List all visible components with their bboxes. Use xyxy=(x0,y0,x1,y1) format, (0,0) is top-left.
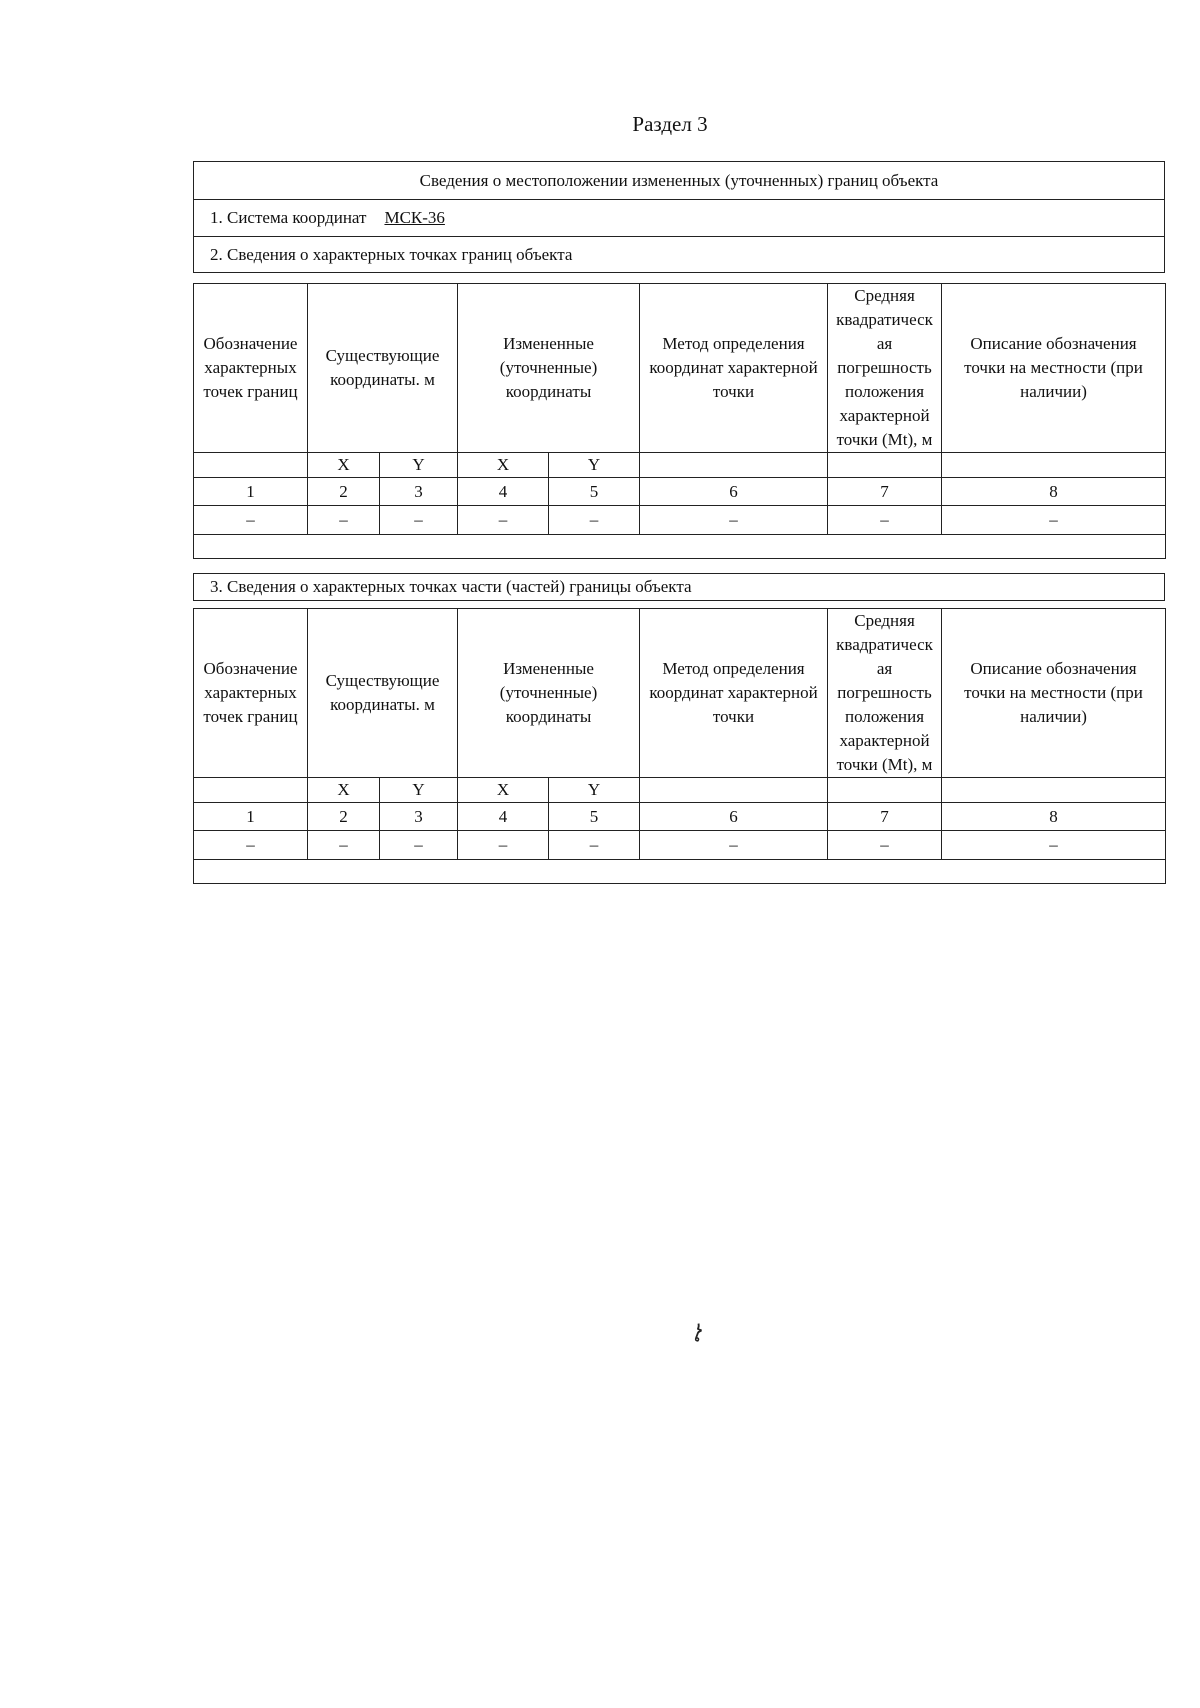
coord-system-value: МСК-36 xyxy=(384,208,445,227)
column-number: 2 xyxy=(308,803,380,831)
header-existing-coords: Существующие координаты. м xyxy=(308,609,458,778)
column-number: 1 xyxy=(194,478,308,506)
header-method: Метод определения координат характерной точки xyxy=(640,284,828,453)
column-number: 4 xyxy=(458,803,549,831)
xy-cell: X xyxy=(458,778,549,803)
xy-cell-empty xyxy=(942,778,1166,803)
column-number: 2 xyxy=(308,478,380,506)
dash-cell: – xyxy=(308,831,380,860)
xy-cell-empty xyxy=(194,453,308,478)
table-row xyxy=(194,506,1166,535)
column-number: 7 xyxy=(828,803,942,831)
xy-cell-empty xyxy=(194,778,308,803)
dash-cell: – xyxy=(380,506,458,535)
block-title: Сведения о местоположении измененных (уточненных) границ объекта xyxy=(419,170,939,190)
dash-cell: – xyxy=(308,506,380,535)
column-number-row xyxy=(194,803,1166,831)
xy-cell-empty xyxy=(640,778,828,803)
column-number: 7 xyxy=(828,478,942,506)
column-number: 6 xyxy=(640,803,828,831)
header-description: Описание обозначения точки на местности (при наличии) xyxy=(942,609,1166,778)
column-number: 3 xyxy=(380,803,458,831)
points-table xyxy=(193,283,1166,559)
dash-cell: – xyxy=(942,831,1166,860)
dash-cell: – xyxy=(942,506,1166,535)
xy-cell-empty xyxy=(828,778,942,803)
xy-cell-empty xyxy=(828,453,942,478)
coord-system-row xyxy=(194,199,1164,236)
column-number: 5 xyxy=(549,803,640,831)
xy-cell-empty xyxy=(942,453,1166,478)
dash-cell: – xyxy=(458,506,549,535)
header-description: Описание обозначения точки на местности (при наличии) xyxy=(942,284,1166,453)
header-row xyxy=(194,609,1166,778)
dash-cell: – xyxy=(640,506,828,535)
parts-heading-box xyxy=(193,573,1165,601)
header-box xyxy=(193,161,1165,273)
dash-cell: – xyxy=(640,831,828,860)
header-error: Средняя квадратическ ая погрешность положения характерной точки (Mt), м xyxy=(828,609,942,778)
column-number: 3 xyxy=(380,478,458,506)
header-row xyxy=(194,284,1166,453)
xy-row xyxy=(194,453,1166,478)
dash-cell: – xyxy=(194,831,308,860)
dash-cell: – xyxy=(828,831,942,860)
column-number: 5 xyxy=(549,478,640,506)
empty-cell xyxy=(194,860,1166,884)
xy-cell: X xyxy=(308,453,380,478)
column-number: 4 xyxy=(458,478,549,506)
dash-cell: – xyxy=(458,831,549,860)
column-number: 8 xyxy=(942,803,1166,831)
section-title: Раздел 3 xyxy=(632,112,708,136)
xy-cell: Y xyxy=(380,778,458,803)
header-existing-coords: Существующие координаты. м xyxy=(308,284,458,453)
header-changed-coords: Измененные (уточненные) координаты xyxy=(458,609,640,778)
column-number: 6 xyxy=(640,478,828,506)
header-method: Метод определения координат характерной точки xyxy=(640,609,828,778)
column-number: 1 xyxy=(194,803,308,831)
dash-cell: – xyxy=(549,831,640,860)
dash-cell: – xyxy=(549,506,640,535)
empty-cell xyxy=(194,535,1166,559)
header-point-designation: Обозначение характерных точек границ xyxy=(194,609,308,778)
column-number: 8 xyxy=(942,478,1166,506)
handwritten-mark: ໄ xyxy=(688,1322,706,1347)
header-error: Средняя квадратическ ая погрешность положения характерной точки (Mt), м xyxy=(828,284,942,453)
xy-cell: Y xyxy=(380,453,458,478)
xy-row xyxy=(194,778,1166,803)
column-number-row xyxy=(194,478,1166,506)
xy-cell-empty xyxy=(640,453,828,478)
points-heading: 2. Сведения о характерных точках границ объекта xyxy=(194,236,1164,272)
dash-cell: – xyxy=(828,506,942,535)
dash-cell: – xyxy=(194,506,308,535)
xy-cell: Y xyxy=(549,778,640,803)
coord-system-label: 1. Система координат xyxy=(210,208,367,227)
parts-heading: 3. Сведения о характерных точках части (частей) границы объекта xyxy=(210,577,692,596)
empty-row xyxy=(194,860,1166,884)
header-point-designation: Обозначение характерных точек границ xyxy=(194,284,308,453)
dash-cell: – xyxy=(380,831,458,860)
xy-cell: X xyxy=(458,453,549,478)
table-row xyxy=(194,831,1166,860)
empty-row xyxy=(194,535,1166,559)
header-changed-coords: Измененные (уточненные) координаты xyxy=(458,284,640,453)
xy-cell: Y xyxy=(549,453,640,478)
xy-cell: X xyxy=(308,778,380,803)
parts-table xyxy=(193,608,1166,884)
